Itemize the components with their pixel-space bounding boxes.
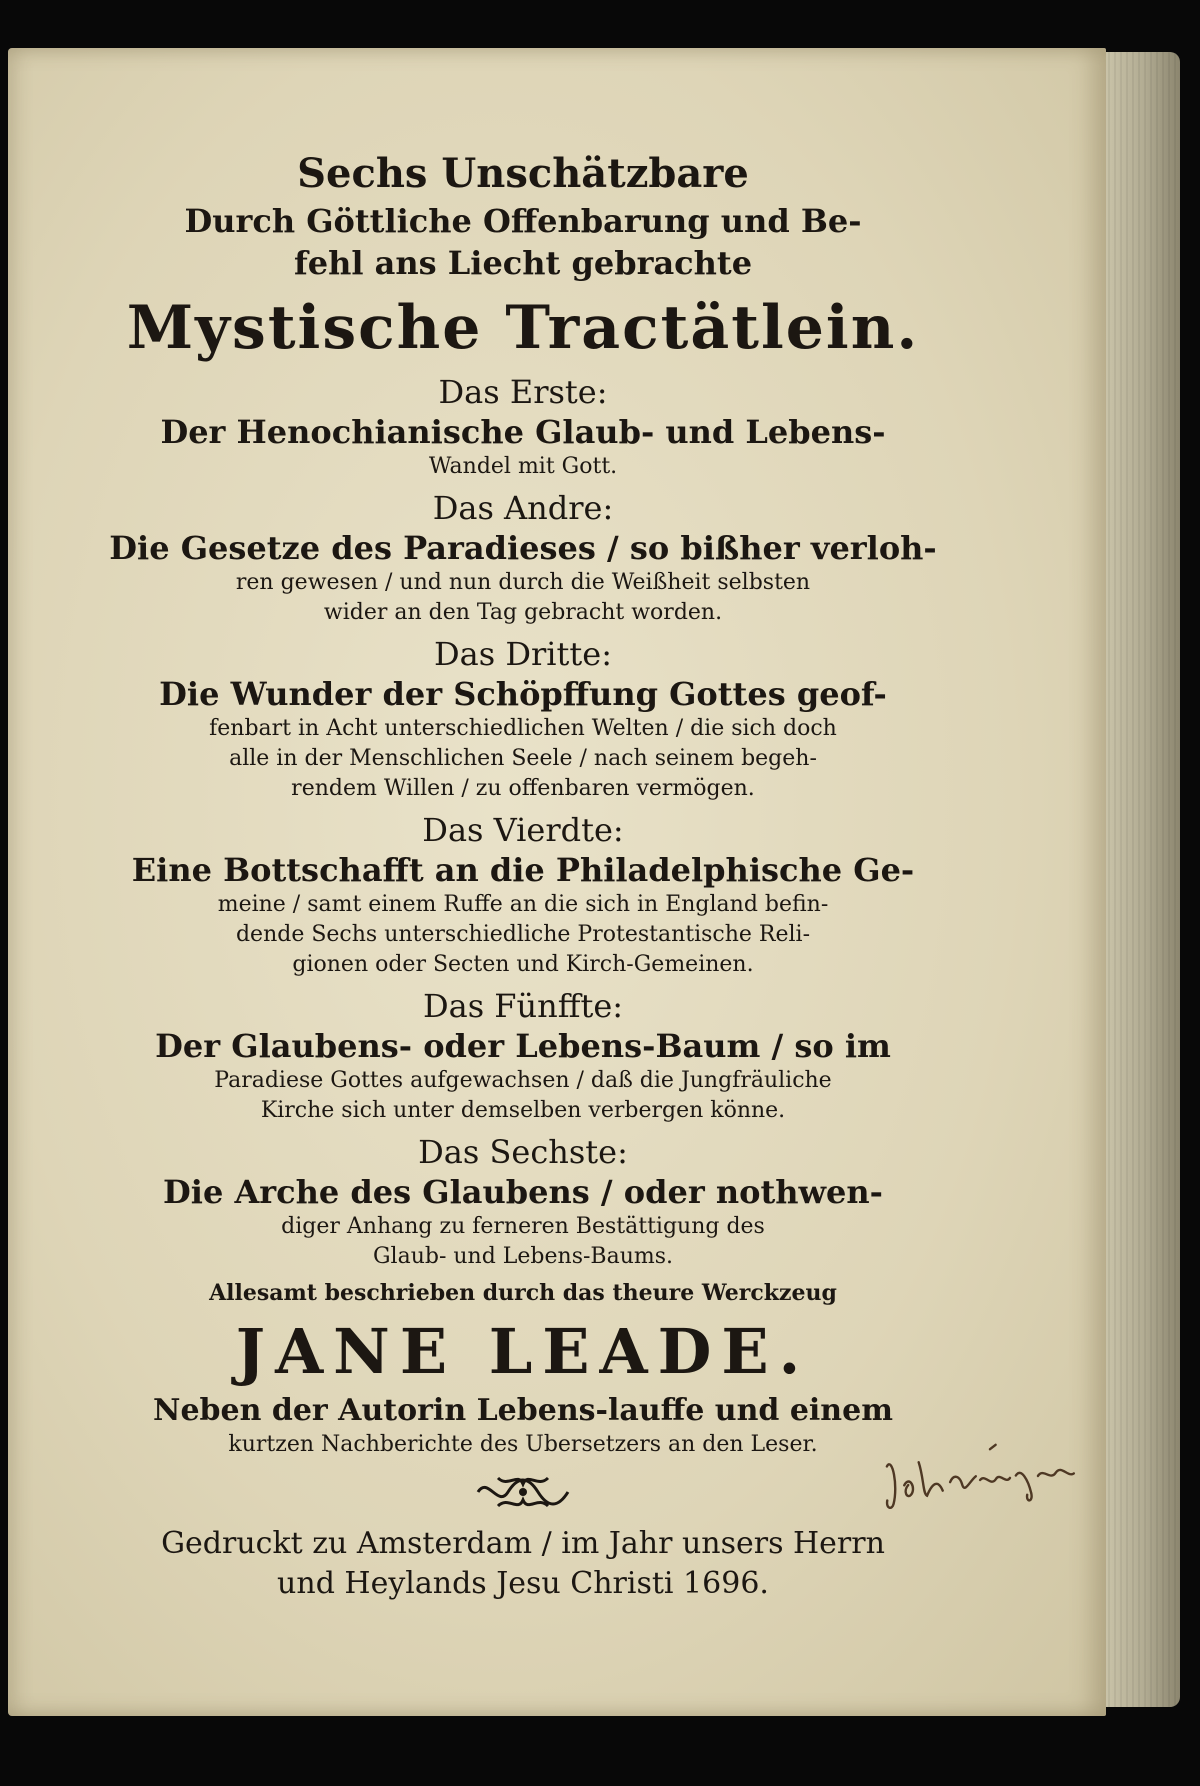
treatise-1-heading: Das Erste: <box>438 373 608 411</box>
supplement-line-1: Neben der Autorin Lebens-lauffe und einem <box>153 1393 893 1428</box>
treatise-2-line: wider an den Tag gebracht worden. <box>323 600 723 625</box>
treatise-1-line: Wandel mit Gott. <box>428 454 618 479</box>
treatise-3-title: Die Wunder der Schöpffung Gottes geof- <box>159 675 887 713</box>
treatise-5-line: Kirche sich unter demselben verbergen könne. <box>260 1098 786 1123</box>
treatise-4-heading: Das Vierdte: <box>422 811 624 849</box>
treatise-6-line: diger Anhang zu ferneren Bestättigung des <box>281 1214 765 1239</box>
treatise-3-line: rendem Willen / zu offenbaren vermögen. <box>291 776 755 801</box>
treatise-4-line: dende Sechs unterschiedliche Protestantische Reli- <box>235 922 811 947</box>
treatise-3-heading: Das Dritte: <box>434 635 612 673</box>
treatise-6-title: Die Arche des Glaubens / oder nothwen- <box>163 1173 883 1211</box>
treatise-1-title: Der Henochianische Glaub- und Lebens- <box>160 413 886 451</box>
imprint-line-2: und Heylands Jesu Christi 1696. <box>277 1566 769 1601</box>
title-line-1: Sechs Unschätzbare <box>297 150 749 197</box>
title-line-2: Durch Göttliche Offenbarung und Be- <box>184 202 862 240</box>
treatise-5-line: Paradiese Gottes aufgewachsen / daß die Jungfräuliche <box>214 1068 832 1093</box>
written-by-line: Allesamt beschrieben durch das theure Werckzeug <box>209 1280 837 1306</box>
supplement-line-2: kurtzen Nachberichte des Ubersetzers an den Leser. <box>228 1432 818 1457</box>
signature-scrawl <box>878 1433 1082 1517</box>
main-title: Mystische Tractätlein. <box>126 293 920 363</box>
treatise-4-title: Eine Bottschafft an die Philadelphische Ge- <box>131 851 915 889</box>
treatise-4-line: meine / samt einem Ruffe an die sich in England befin- <box>217 892 829 917</box>
author-name: JANE LEADE. <box>235 1315 811 1388</box>
title-page <box>8 48 1106 1716</box>
title-line-3: fehl ans Liecht gebrachte <box>293 244 753 282</box>
treatise-6-line: Glaub- und Lebens-Baums. <box>372 1244 674 1269</box>
treatise-5-title: Der Glaubens- oder Lebens-Baum / so im <box>155 1027 891 1065</box>
treatise-2-title: Die Gesetze des Paradieses / so bißher verloh- <box>109 529 937 567</box>
treatise-4-line: gionen oder Secten und Kirch-Gemeinen. <box>292 952 754 977</box>
treatise-3-line: fenbart in Acht unterschiedlichen Welten / die sich doch <box>209 716 837 741</box>
treatise-5-heading: Das Fünffte: <box>422 987 624 1025</box>
treatise-6-heading: Das Sechste: <box>418 1133 628 1171</box>
handwritten-signature <box>878 1433 1083 1525</box>
printers-ornament <box>468 1470 578 1514</box>
imprint-line-1: Gedruckt zu Amsterdam / im Jahr unsers Herrn <box>161 1526 885 1561</box>
treatise-2-line: ren gewesen / und nun durch die Weißheit selbsten <box>235 570 811 595</box>
treatise-2-heading: Das Andre: <box>432 489 614 527</box>
title-page-content <box>98 148 948 1604</box>
treatise-3-line: alle in der Menschlichen Seele / nach seinem begeh- <box>229 746 817 771</box>
